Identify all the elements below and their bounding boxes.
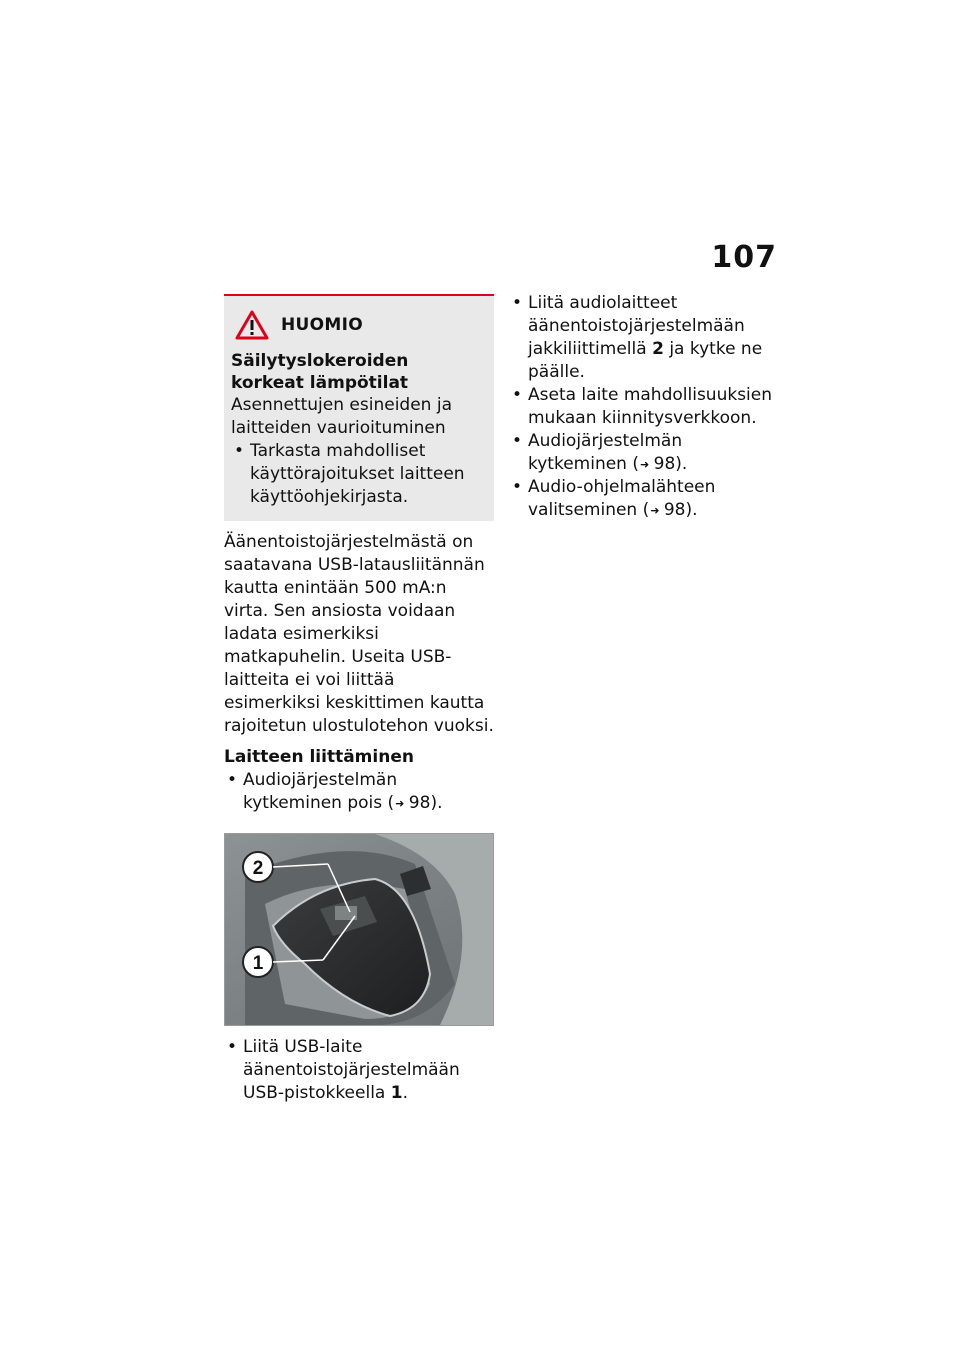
left-bullet-2 <box>224 1036 494 1105</box>
page-reference[interactable]: 98 <box>408 793 431 813</box>
callout-1: 1 <box>252 953 264 974</box>
warning-subtitle: Säilytyslokeroiden korkeat lämpötilat <box>231 351 409 393</box>
right-bullet-1-text: Liitä audiolaitteet äänentoistojärjestelmään jakkiliittimellä <box>528 293 745 359</box>
warning-bullet: • Tarkasta mahdolliset käyttörajoitukset laitteen käyttöohjekirjasta. <box>231 440 486 509</box>
right-bullet-2: • Aseta laite mahdollisuuksien mukaan kiinnitysverkkoon. <box>509 384 779 430</box>
left-bullet-1 <box>224 769 494 815</box>
warning-header <box>231 310 486 340</box>
left-bullet-1-end: ). <box>430 793 443 813</box>
arrow-right-icon: ➜ <box>640 458 650 471</box>
right-bullet-3 <box>509 430 779 476</box>
warning-box <box>224 294 494 521</box>
page-reference[interactable]: 98 <box>663 500 686 520</box>
section-heading: Laitteen liittäminen <box>224 747 414 767</box>
warning-text: Asennettujen esineiden ja laitteiden vaurioituminen <box>231 395 452 438</box>
right-bullet-4 <box>509 476 779 522</box>
page-reference[interactable]: 98 <box>653 454 676 474</box>
callout-reference: 1 <box>390 1083 403 1103</box>
usb-paragraph: Äänentoistojärjestelmästä on saatavana USB-latausliitännän kautta enintään 500 mA:n virta. Sen ansiosta voidaan ladata esimerkiksi matkapuhelin. Useita USB-laitteita ei voi liittää esimerkiksi keskittimen kautta rajoitetun ulostulotehon vuoksi. <box>224 532 494 736</box>
left-bullet-2-text: Liitä USB-laite äänentoistojärjestelmään USB-pistokkeella <box>243 1037 460 1103</box>
arrow-right-icon: ➜ <box>650 504 660 517</box>
left-bullet-2-end: . <box>402 1083 408 1103</box>
right-column <box>509 292 779 522</box>
usb-port-photo <box>224 833 494 1026</box>
callout-2: 2 <box>252 858 264 879</box>
right-bullet-1 <box>509 292 779 384</box>
right-bullet-4-end: ). <box>685 500 698 520</box>
right-bullet-4-text: Audio-ohjelmalähteen valitseminen ( <box>528 477 716 520</box>
warning-title: HUOMIO <box>281 315 363 335</box>
left-column <box>224 294 494 1105</box>
right-bullet-3-text: Audiojärjestelmän kytkeminen ( <box>528 431 683 474</box>
arrow-right-icon: ➜ <box>395 797 405 810</box>
left-bullet-1-text: Audiojärjestelmän kytkeminen pois ( <box>243 770 398 813</box>
page-number: 107 <box>711 240 777 275</box>
right-bullet-1-end: ja kytke ne päälle. <box>528 339 763 382</box>
right-bullet-3-end: ). <box>675 454 688 474</box>
callout-reference: 2 <box>652 339 664 359</box>
warning-triangle-icon <box>235 310 269 340</box>
